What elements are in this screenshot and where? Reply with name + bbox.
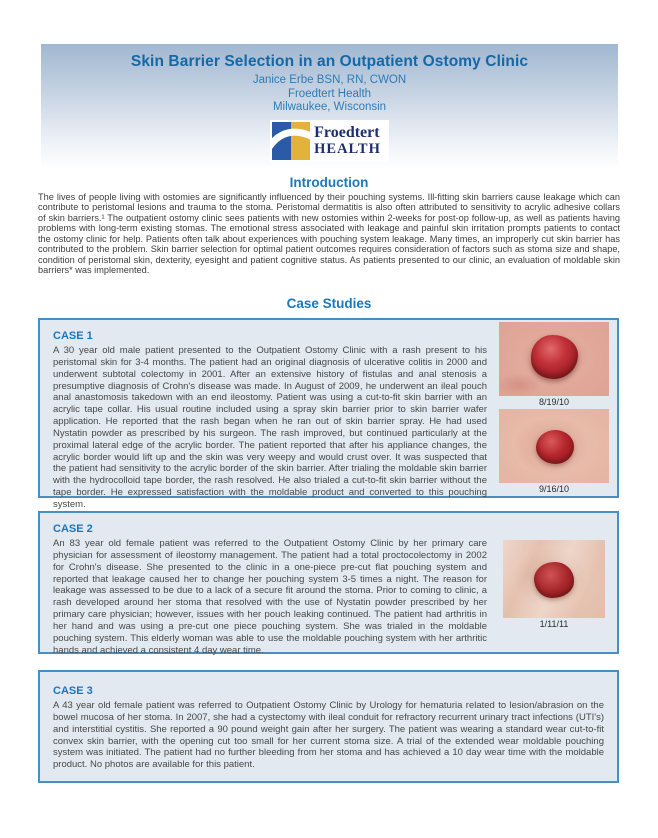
froedtert-logo-text <box>314 125 381 157</box>
case-2-box <box>38 511 619 654</box>
stoma <box>536 430 574 464</box>
stoma-photo <box>499 409 609 483</box>
case-1-body: A 30 year old male patient presented to the Outpatient Ostomy Clinic with a rash present to his peristomal skin for 3-4 months. The patient had an original diagnosis of ulcerative colitis in 2000 and underwent subtotal colectomy in 2001. After an extensive history of fistulas and anal stenosis a presumptive diagnosis of Crohn's disease was made. In August of 2009, he underwent an ileal pouch anal anastomosis takedown with an end ileostomy. Patient was using a cut-to-fit skin barrier with an acrylic tape collar. His usual routine included using a spray skin barrier prior to skin barrier wafer application. He reported that the rash began when he ran out of skin barrier spray. He had used Nystatin powder as prescribed by his surgeon. The rash improved, but continued particularly at the proximal lateral edge of the acrylic border. The patient reported that after his appliance changes, the acrylic border would lift up and the skin was very weepy and would crust over. It was suspected that the patient had sensitivity to the acrylic border of the skin barrier. After trialing the moldable skin barrier with the hydrocolloid tape border, the rash resolved. He also trialed a cut-to-fit skin barrier without the tape border. He expressed satisfaction with the moldable product and converted to this pouching system. <box>53 345 487 510</box>
introduction-text: The lives of people living with ostomies are significantly influenced by their pouching systems. Ill-fitting skin barriers cause leakage which can contribute to peristomal lesions and trauma to the stoma. Peristomal dermatitis is also often attributed to sensitivity to acrylic adhesive collars of skin barriers.¹ The outpatient ostomy clinic sees patients with new ostomies within 2-weeks for post-op follow-up, as well as patients having problems with long-term existing stomas. The emotional stress associated with leakage and painful skin irritation prompts patients to contact the ostomy clinic for help. Patients often talk about experiences with pouching system leakage. Many times, an improperly cut skin barrier has contributed to the problem. Skin barrier selection for optimal patient outcomes requires consideration of factors such as stoma size and shape, condition of peristomal skin, dexterity, eyesight and patient cognitive status. As patients presented to our clinic, an evaluation of moldable skin barriers* was implemented. <box>38 192 620 276</box>
case-3-box <box>38 670 619 783</box>
stoma-photo <box>499 322 609 396</box>
logo-wordmark: Froedtert <box>314 124 380 142</box>
poster-header <box>41 44 618 175</box>
case-2-text-column <box>40 513 495 656</box>
case-1-text-column <box>40 320 495 510</box>
stoma-photo <box>503 540 605 618</box>
photo-caption: 9/16/10 <box>538 484 570 494</box>
case-1-figure-2 <box>495 409 613 495</box>
photo-caption: 1/11/11 <box>539 619 569 629</box>
case-1-figure-1 <box>495 322 613 408</box>
case-3-body: A 43 year old female patient was referred to Outpatient Ostomy Clinic by Urology for hematuria related to lesion/abrasion on the bowel mucosa of her stoma. In 2007, she had a cystectomy with ileal conduit for refractory recurrent urinary tract infections (UTI's) and interstitial cystitis. She reported a 90 pound weight gain after her surgery. The patient was wearing a standard wear cut-to-fit convex skin barrier, with the opening cut too small for her current stoma size. A trial of the extended wear moldable pouching system was initiated. The patient had no further bleeding from her stoma and has achieved a 10 day wear time with the moldable product. No photos are available for this patient. <box>53 700 604 771</box>
case-2-photo-column <box>495 513 617 652</box>
stoma <box>534 562 574 598</box>
stoma <box>531 335 578 379</box>
case-1-photo-column <box>495 320 617 496</box>
case-1-label: CASE 1 <box>53 330 93 342</box>
photo-caption: 8/19/10 <box>538 397 570 407</box>
logo-wordmark-sub: HEALTH <box>314 141 381 158</box>
location-line: Milwaukee, Wisconsin <box>272 101 387 114</box>
case-2-figure-1 <box>495 540 613 630</box>
case-1-box <box>38 318 619 510</box>
case-3-text-column <box>40 672 617 781</box>
introduction-heading: Introduction <box>289 175 369 190</box>
page-title: Skin Barrier Selection in an Outpatient Ostomy Clinic <box>130 53 529 70</box>
author-line: Janice Erbe BSN, RN, CWON <box>252 74 407 86</box>
case-3-label: CASE 3 <box>53 685 93 697</box>
case-2-label: CASE 2 <box>53 523 93 535</box>
case-studies-heading: Case Studies <box>286 296 372 311</box>
froedtert-logo-icon <box>272 122 310 160</box>
case-2-body: An 83 year old female patient was referred to the Outpatient Ostomy Clinic by her primary care physician for assessment of ileostomy management. The patient had a total proctocolectomy in 2002 for Crohn's disease. She presented to the clinic in a one-piece pre-cut flat pouching system and reported that leakage caused her to change her pouching system 3-5 times a night. The reason for leakage was assessed to be due to a lack of a secure fit around the stoma. Prior to coming to clinic, a rash developed around her stoma that resolved with the use of Nystatin powder prescribed by her primary care physician; however, issues with her pouch leaking continued. The patient had arthritis in her hand and was using a pre-cut one piece pouching system. She was trialed in the moldable pouching system. This elderly woman was able to use the moldable pouching system with her arthritic hands and achieved a consistent 4 day wear time. <box>53 538 487 656</box>
organization-line: Froedtert Health <box>287 87 372 100</box>
froedtert-logo <box>270 120 389 162</box>
